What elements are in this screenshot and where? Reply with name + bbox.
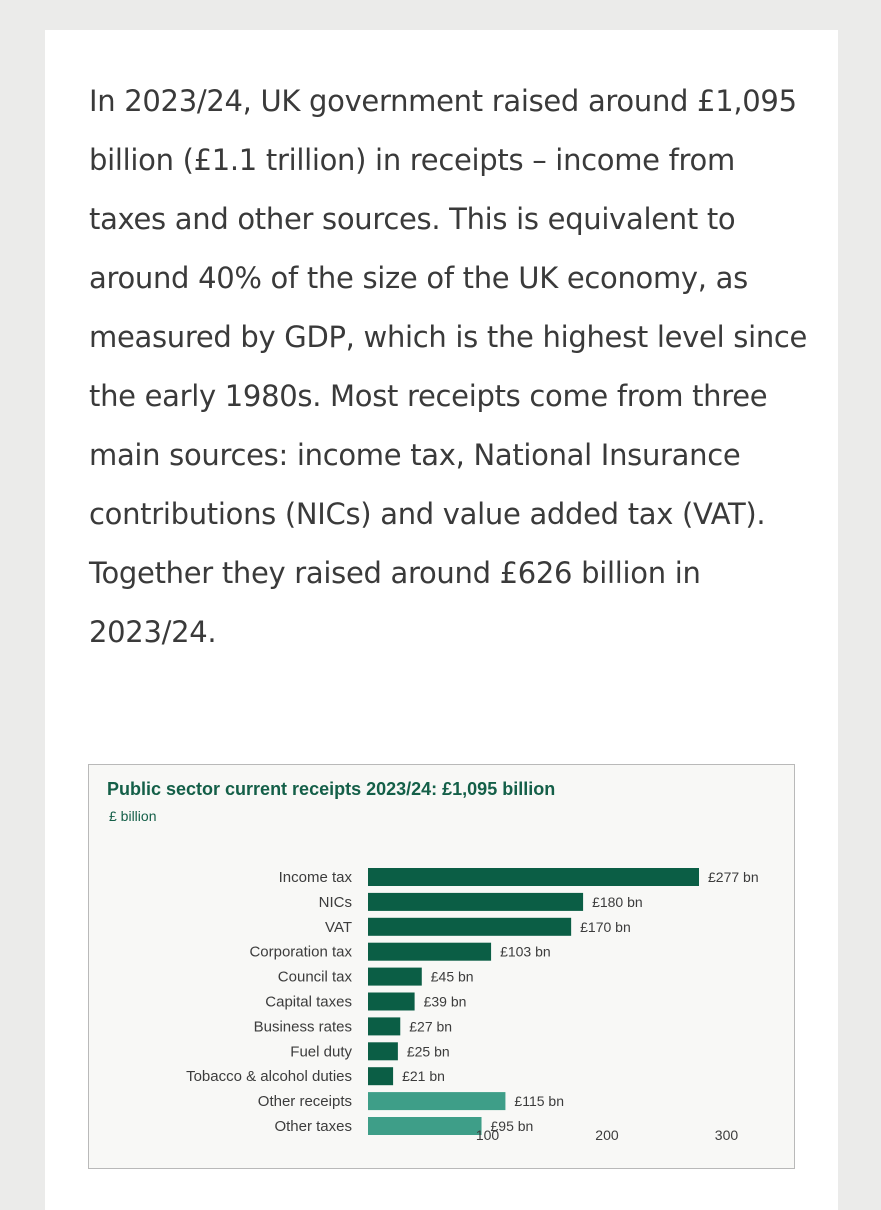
data-label: £39 bn <box>423 993 467 1010</box>
bar <box>368 1092 505 1110</box>
receipts-chart <box>88 764 795 1169</box>
x-tick-label: 100 <box>475 1127 500 1143</box>
category-label: Council tax <box>277 968 352 986</box>
data-label: £180 bn <box>592 893 643 910</box>
x-tick-label: 300 <box>714 1127 739 1143</box>
content-card <box>45 30 838 1210</box>
bar <box>368 893 583 911</box>
bar <box>368 1017 400 1035</box>
category-label: Business rates <box>253 1018 352 1036</box>
category-label: VAT <box>325 918 352 936</box>
bar <box>368 1117 482 1135</box>
data-label: £277 bn <box>708 869 759 885</box>
intro-paragraph: In 2023/24, UK government raised around £1,095 billion (£1.1 trillion) in receipts – income from taxes and other sources. This is equivalent to around 40% of the size of the UK economy, as measured by GDP, which is the highest level since the early 1980s. Most receipts come from three main sources: income tax, National Insurance contributions (NICs) and value added tax (VAT). Together they raised around £626 billion in 2023/24. <box>89 84 808 649</box>
bar-chart-svg <box>89 765 794 1168</box>
data-label: £95 bn <box>490 1118 534 1134</box>
bar <box>368 1067 393 1085</box>
category-label: Other receipts <box>257 1093 352 1111</box>
bar <box>368 993 415 1011</box>
data-label: £25 bn <box>406 1043 450 1060</box>
data-label: £103 bn <box>500 943 551 960</box>
x-tick-label: 200 <box>595 1127 619 1143</box>
category-label: Fuel duty <box>290 1043 352 1061</box>
category-label: Capital taxes <box>265 993 352 1011</box>
bar <box>368 1042 398 1060</box>
data-label: £115 bn <box>514 1093 564 1110</box>
data-label: £21 bn <box>402 1068 445 1085</box>
data-label: £27 bn <box>409 1018 453 1035</box>
category-label: Tobacco & alcohol duties <box>186 1068 352 1086</box>
data-label: £45 bn <box>430 968 474 985</box>
category-label: Corporation tax <box>249 943 352 961</box>
bar <box>368 943 491 961</box>
category-label: Other taxes <box>274 1118 352 1135</box>
data-label: £170 bn <box>580 918 631 935</box>
category-label: NICs <box>318 893 352 911</box>
chart-title: Public sector current receipts 2023/24: £1,095 billion <box>107 779 556 799</box>
bar <box>368 868 699 886</box>
bar <box>368 918 571 936</box>
bar <box>368 968 422 986</box>
chart-unit-label: £ billion <box>109 808 157 824</box>
category-label: Income tax <box>278 869 352 886</box>
